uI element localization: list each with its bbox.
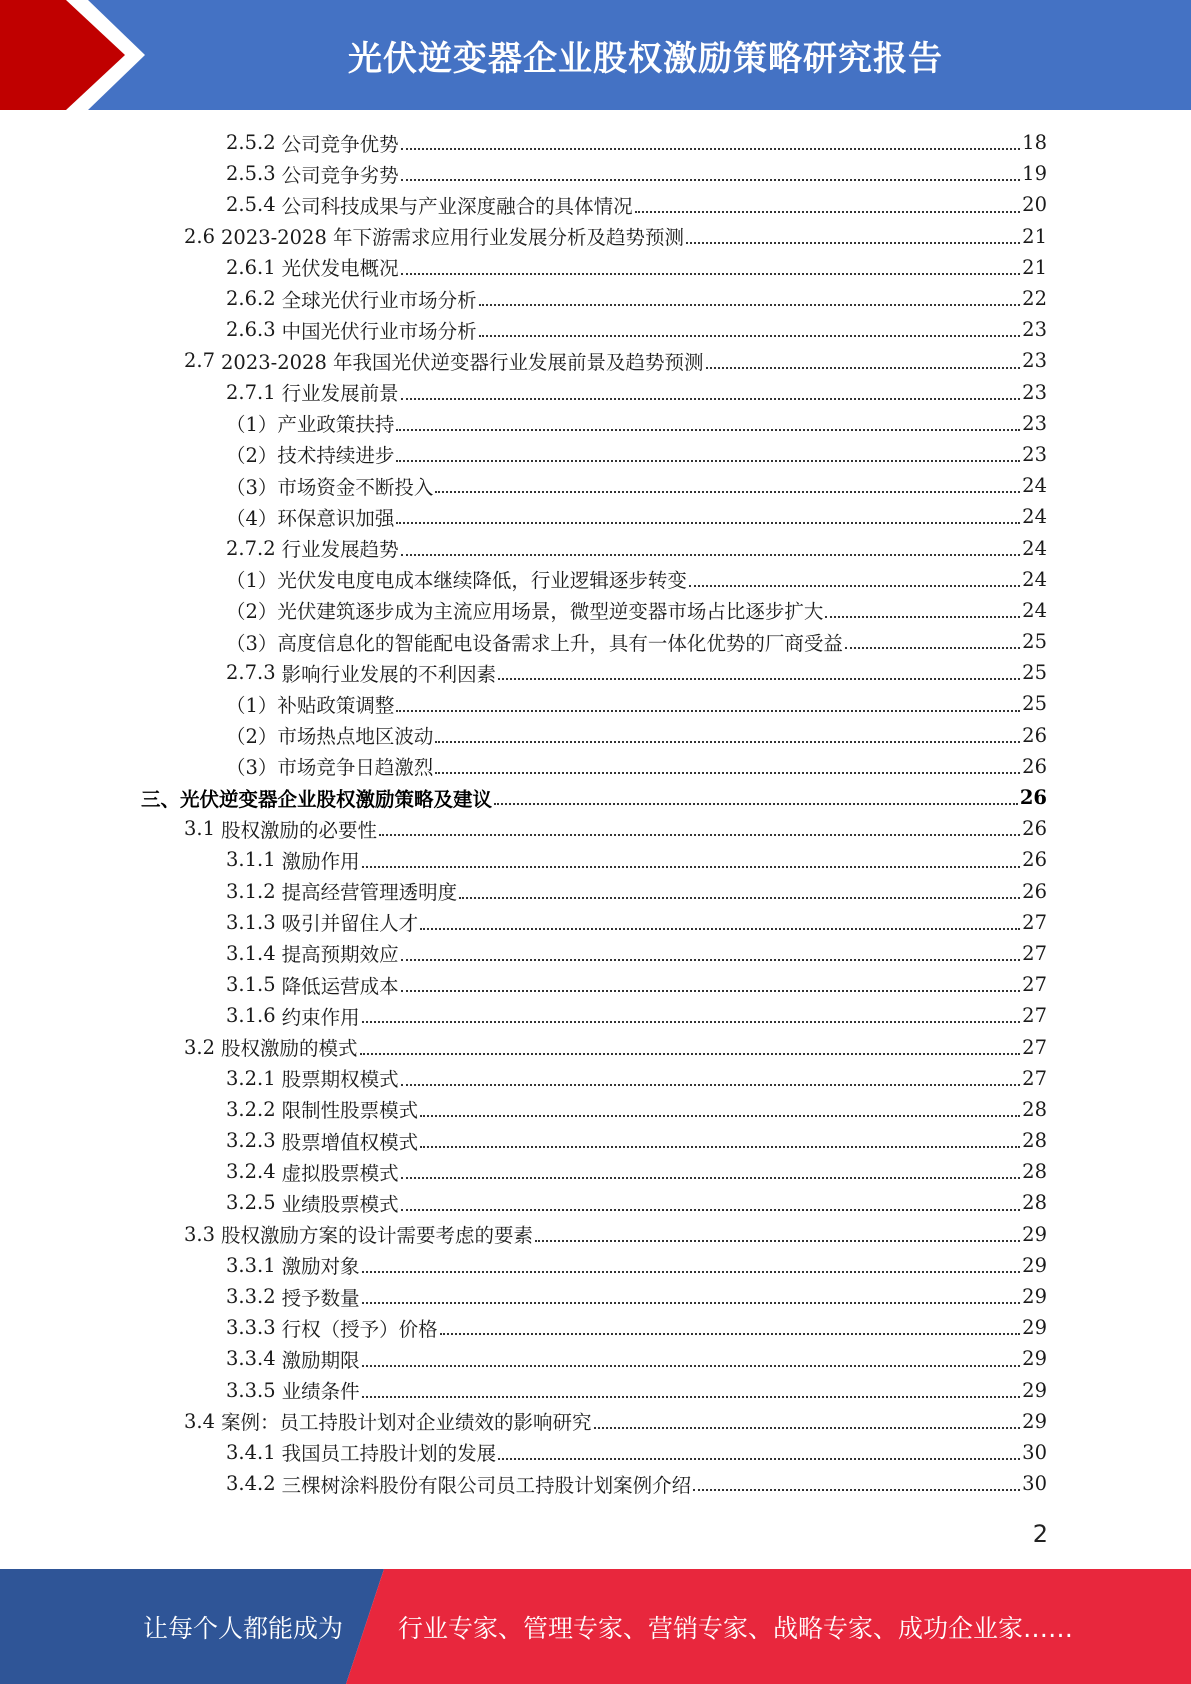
toc-entry-title: 激励对象 <box>281 1255 360 1279</box>
toc-entry[interactable] <box>0 1281 1191 1312</box>
toc-dot-leader <box>435 490 1020 493</box>
toc-dot-leader <box>396 521 1020 524</box>
toc-entry[interactable] <box>0 1094 1191 1125</box>
toc-entry[interactable] <box>0 1000 1191 1031</box>
toc-entry-page: 27 <box>1022 941 1047 965</box>
toc-entry-title: 提高预期效应 <box>281 943 399 967</box>
toc-dot-leader <box>401 553 1021 556</box>
toc-dot-leader <box>401 272 1021 275</box>
toc-entry-title: 业绩股票模式 <box>281 1192 399 1216</box>
toc-entry[interactable] <box>0 657 1191 688</box>
toc-entry[interactable] <box>0 1250 1191 1281</box>
toc-entry-page: 28 <box>1022 1129 1047 1153</box>
toc-entry[interactable] <box>0 595 1191 626</box>
page-number: 2 <box>1032 1520 1048 1548</box>
toc-entry[interactable] <box>0 564 1191 595</box>
toc-entry-title: （1）补贴政策调整 <box>226 693 395 717</box>
toc-entry[interactable] <box>0 969 1191 1000</box>
toc-entry[interactable] <box>0 626 1191 657</box>
toc-dot-leader <box>845 646 1020 649</box>
toc-entry-number: 3.4.1 <box>226 1440 276 1464</box>
toc-entry-page: 27 <box>1022 1035 1047 1059</box>
toc-entry-title: 公司科技成果与产业深度融合的具体情况 <box>281 194 633 218</box>
toc-dot-leader <box>825 615 1020 618</box>
toc-dot-leader <box>693 1488 1020 1491</box>
toc-entry-title: （1）光伏发电度电成本继续降低，行业逻辑逐步转变 <box>226 569 687 593</box>
toc-entry-number: 3.3.2 <box>226 1285 276 1309</box>
toc-entry-page: 27 <box>1022 1004 1047 1028</box>
toc-entry-page: 28 <box>1022 1191 1047 1215</box>
toc-entry[interactable] <box>0 1031 1191 1062</box>
toc-dot-leader <box>379 833 1020 836</box>
toc-dot-leader <box>420 927 1020 930</box>
toc-dot-leader <box>459 896 1020 899</box>
toc-entry-page: 28 <box>1022 1097 1047 1121</box>
toc-entry[interactable] <box>0 1343 1191 1374</box>
toc-entry-page: 23 <box>1022 318 1047 342</box>
toc-entry-page: 26 <box>1022 879 1047 903</box>
toc-dot-leader <box>396 709 1020 712</box>
toc-entry-number: 3.2.1 <box>226 1066 276 1090</box>
toc-entry[interactable] <box>0 252 1191 283</box>
toc-dot-leader <box>401 397 1021 400</box>
toc-entry-title: 股票期权模式 <box>281 1068 399 1092</box>
toc-entry-title: （3）市场竞争日趋激烈 <box>226 756 434 780</box>
toc-entry-number: 3.3.4 <box>226 1347 276 1371</box>
toc-entry-page: 26 <box>1022 848 1047 872</box>
toc-entry-title: （3）市场资金不断投入 <box>226 475 434 499</box>
toc-entry[interactable] <box>0 470 1191 501</box>
toc-entry-page: 25 <box>1022 630 1047 654</box>
toc-entry-page: 30 <box>1022 1440 1047 1464</box>
toc-entry-page: 20 <box>1022 193 1047 217</box>
toc-entry[interactable] <box>0 782 1191 813</box>
toc-entry-title: 全球光伏行业市场分析 <box>281 288 477 312</box>
toc-entry-title: 案例：员工持股计划对企业绩效的影响研究 <box>221 1411 592 1435</box>
toc-dot-leader <box>494 802 1018 805</box>
toc-entry-number: 3.1.1 <box>226 848 276 872</box>
toc-dot-leader <box>396 428 1020 431</box>
toc-dot-leader <box>401 147 1021 150</box>
toc-entry-page: 24 <box>1022 598 1047 622</box>
toc-entry[interactable] <box>0 1375 1191 1406</box>
toc-dot-leader <box>435 771 1020 774</box>
toc-entry-page: 24 <box>1022 474 1047 498</box>
toc-entry-page: 26 <box>1022 723 1047 747</box>
toc-entry[interactable] <box>0 688 1191 719</box>
toc-entry-number: 2.6.3 <box>226 318 276 342</box>
toc-entry[interactable] <box>0 844 1191 875</box>
toc-entry-title: 2023-2028 年下游需求应用行业发展分析及趋势预测 <box>221 226 685 250</box>
toc-entry-title: 中国光伏行业市场分析 <box>281 319 477 343</box>
toc-dot-leader <box>479 303 1021 306</box>
toc-entry-title: 股票增值权模式 <box>281 1130 419 1154</box>
toc-entry[interactable] <box>0 938 1191 969</box>
toc-entry-title: 提高经营管理透明度 <box>281 881 458 905</box>
toc-entry-page: 26 <box>1019 786 1047 810</box>
toc-dot-leader <box>635 210 1021 213</box>
toc-entry[interactable] <box>0 1063 1191 1094</box>
toc-entry-page: 24 <box>1022 536 1047 560</box>
toc-entry-number: 3.2.4 <box>226 1160 276 1184</box>
toc-dot-leader <box>396 459 1020 462</box>
toc-entry-title: 激励期限 <box>281 1348 360 1372</box>
toc-entry-title: （2）技术持续进步 <box>226 444 395 468</box>
footer-banner <box>0 1569 1191 1684</box>
toc-entry-page: 21 <box>1022 255 1047 279</box>
toc-entry-page: 30 <box>1022 1472 1047 1496</box>
toc-entry-page: 29 <box>1022 1253 1047 1277</box>
toc-entry[interactable] <box>0 1312 1191 1343</box>
report-header <box>0 0 1191 110</box>
toc-entry-number: 3.4 <box>184 1409 216 1433</box>
toc-entry[interactable] <box>0 813 1191 844</box>
toc-entry-title: 授予数量 <box>281 1286 360 1310</box>
toc-entry[interactable] <box>0 1187 1191 1218</box>
toc-entry-number: 2.5.2 <box>226 131 276 155</box>
toc-entry-page: 25 <box>1022 692 1047 716</box>
toc-entry-title: 吸引并留住人才 <box>281 912 419 936</box>
toc-entry-title: 三棵树涂料股份有限公司员工持股计划案例介绍 <box>281 1473 692 1497</box>
toc-dot-leader <box>401 958 1021 961</box>
toc-dot-leader <box>498 677 1020 680</box>
toc-entry[interactable] <box>0 1156 1191 1187</box>
report-title: 光伏逆变器企业股权激励策略研究报告 <box>348 38 943 79</box>
toc-dot-leader <box>362 1395 1021 1398</box>
toc-entry-title: （2）市场热点地区波动 <box>226 725 434 749</box>
toc-entry-page: 22 <box>1022 287 1047 311</box>
toc-entry-number: 3.3.1 <box>226 1253 276 1277</box>
toc-dot-leader <box>362 1270 1021 1273</box>
toc-entry-number: 2.7.3 <box>226 661 276 685</box>
toc-entry[interactable] <box>0 1437 1191 1468</box>
toc-entry-number: 3.2.3 <box>226 1129 276 1153</box>
footer-slogan-left: 让每个人都能成为 <box>143 1613 344 1643</box>
toc-entry-page: 27 <box>1022 973 1047 997</box>
toc-entry-number: 3.3.3 <box>226 1316 276 1340</box>
toc-dot-leader <box>686 241 1020 244</box>
toc-entry-page: 29 <box>1022 1285 1047 1309</box>
toc-entry-page: 24 <box>1022 505 1047 529</box>
header-arrow-logo <box>0 0 160 110</box>
toc-entry-page: 27 <box>1022 1066 1047 1090</box>
toc-entry-page: 28 <box>1022 1160 1047 1184</box>
toc-entry-title: 约束作用 <box>281 1005 360 1029</box>
toc-dot-leader <box>401 1083 1021 1086</box>
toc-entry-page: 19 <box>1022 162 1047 186</box>
toc-entry-number: 2.6 <box>184 224 216 248</box>
toc-dot-leader <box>706 366 1021 369</box>
toc-entry-title: 股权激励的必要性 <box>221 818 378 842</box>
toc-entry[interactable] <box>0 1125 1191 1156</box>
toc-dot-leader <box>401 178 1021 181</box>
toc-entry-number: 2.7.1 <box>226 380 276 404</box>
toc-dot-leader <box>594 1426 1021 1429</box>
toc-entry-page: 29 <box>1022 1378 1047 1402</box>
toc-entry-title: 2023-2028 年我国光伏逆变器行业发展前景及趋势预测 <box>221 350 704 374</box>
toc-entry-title: （3）高度信息化的智能配电设备需求上升，具有一体化优势的厂商受益 <box>226 631 843 655</box>
toc-entry[interactable] <box>0 907 1191 938</box>
toc-entry-page: 29 <box>1022 1316 1047 1340</box>
toc-entry[interactable] <box>0 408 1191 439</box>
toc-dot-leader <box>420 1145 1020 1148</box>
toc-entry-title: 影响行业发展的不利因素 <box>281 662 497 686</box>
toc-entry-number: 3.4.2 <box>226 1472 276 1496</box>
toc-entry-number: 2.6.1 <box>226 255 276 279</box>
toc-entry-number: 3.3 <box>184 1222 216 1246</box>
toc-entry[interactable] <box>0 127 1191 158</box>
toc-entry-number: 3.1.4 <box>226 941 276 965</box>
toc-entry-number: 3.2 <box>184 1035 216 1059</box>
toc-entry-page: 25 <box>1022 661 1047 685</box>
toc-entry-number: 2.6.2 <box>226 287 276 311</box>
toc-entry-number: 3.1.3 <box>226 910 276 934</box>
toc-entry[interactable] <box>0 377 1191 408</box>
toc-entry-title: 限制性股票模式 <box>281 1099 419 1123</box>
toc-dot-leader <box>362 865 1021 868</box>
toc-entry[interactable] <box>0 1468 1191 1499</box>
toc-entry-page: 23 <box>1022 349 1047 373</box>
toc-entry-number: 2.7.2 <box>226 536 276 560</box>
toc-entry-title: 公司竞争优势 <box>281 132 399 156</box>
toc-entry[interactable] <box>0 314 1191 345</box>
toc-entry-title: 三、光伏逆变器企业股权激励策略及建议 <box>141 787 493 811</box>
toc-entry-title: 行业发展趋势 <box>281 538 399 562</box>
toc-entry[interactable] <box>0 532 1191 563</box>
toc-entry[interactable] <box>0 439 1191 470</box>
toc-entry-page: 23 <box>1022 442 1047 466</box>
toc-entry-title: 光伏发电概况 <box>281 257 399 281</box>
toc-dot-leader <box>420 1114 1020 1117</box>
toc-dot-leader <box>401 989 1021 992</box>
toc-entry-title: 我国员工持股计划的发展 <box>281 1442 497 1466</box>
toc-dot-leader <box>401 1176 1021 1179</box>
toc-entry-page: 29 <box>1022 1222 1047 1246</box>
toc-entry-number: 2.5.3 <box>226 162 276 186</box>
toc-dot-leader <box>401 1208 1021 1211</box>
toc-dot-leader <box>362 1301 1021 1304</box>
toc-entry-page: 23 <box>1022 380 1047 404</box>
toc-entry-page: 27 <box>1022 910 1047 934</box>
toc-entry-page: 29 <box>1022 1409 1047 1433</box>
toc-entry-title: 公司竞争劣势 <box>281 163 399 187</box>
toc-entry[interactable] <box>0 876 1191 907</box>
toc-entry[interactable] <box>0 221 1191 252</box>
toc-entry-title: 股权激励的模式 <box>221 1037 358 1061</box>
toc-entry-title: 降低运营成本 <box>281 974 399 998</box>
toc-dot-leader <box>689 584 1020 587</box>
toc-entry-number: 2.5.4 <box>226 193 276 217</box>
toc-entry-title: （4）环保意识加强 <box>226 506 395 530</box>
toc-entry-title: 虚拟股票模式 <box>281 1161 399 1185</box>
toc-entry-number: 3.1.5 <box>226 973 276 997</box>
toc-dot-leader <box>440 1332 1021 1335</box>
toc-entry-number: 2.7 <box>184 349 216 373</box>
toc-dot-leader <box>360 1052 1021 1055</box>
toc-entry[interactable] <box>0 751 1191 782</box>
toc-entry-page: 26 <box>1022 754 1047 778</box>
toc-entry-page: 26 <box>1022 817 1047 841</box>
toc-entry-page: 23 <box>1022 411 1047 435</box>
toc-entry[interactable] <box>0 1219 1191 1250</box>
toc-entry-number: 3.3.5 <box>226 1378 276 1402</box>
toc-entry-page: 24 <box>1022 567 1047 591</box>
toc-dot-leader <box>498 1457 1020 1460</box>
toc-entry-title: 激励作用 <box>281 849 360 873</box>
toc-entry-number: 3.2.2 <box>226 1097 276 1121</box>
toc-entry[interactable] <box>0 720 1191 751</box>
toc-entry-page: 29 <box>1022 1347 1047 1371</box>
toc-entry-page: 21 <box>1022 224 1047 248</box>
toc-entry[interactable] <box>0 189 1191 220</box>
toc-entry[interactable] <box>0 501 1191 532</box>
table-of-contents <box>0 127 1191 1499</box>
toc-entry[interactable] <box>0 283 1191 314</box>
toc-entry-title: 行业发展前景 <box>281 382 399 406</box>
toc-dot-leader <box>362 1364 1021 1367</box>
toc-entry[interactable] <box>0 1406 1191 1437</box>
toc-entry-title: （2）光伏建筑逐步成为主流应用场景，微型逆变器市场占比逐步扩大 <box>226 600 824 624</box>
toc-dot-leader <box>435 740 1020 743</box>
toc-entry-title: 行权（授予）价格 <box>281 1317 438 1341</box>
footer-slogan-right: 行业专家、管理专家、营销专家、战略专家、成功企业家…… <box>398 1613 1074 1643</box>
toc-entry-number: 3.1 <box>184 817 216 841</box>
toc-entry-number: 3.1.2 <box>226 879 276 903</box>
toc-entry[interactable] <box>0 158 1191 189</box>
toc-entry-number: 3.1.6 <box>226 1004 276 1028</box>
toc-entry-title: （1）产业政策扶持 <box>226 413 395 437</box>
toc-dot-leader <box>479 334 1021 337</box>
toc-entry-title: 业绩条件 <box>281 1380 360 1404</box>
toc-entry[interactable] <box>0 345 1191 376</box>
toc-entry-number: 3.2.5 <box>226 1191 276 1215</box>
toc-entry-page: 18 <box>1022 131 1047 155</box>
toc-entry-title: 股权激励方案的设计需要考虑的要素 <box>221 1224 534 1248</box>
toc-dot-leader <box>362 1020 1021 1023</box>
toc-dot-leader <box>535 1239 1020 1242</box>
